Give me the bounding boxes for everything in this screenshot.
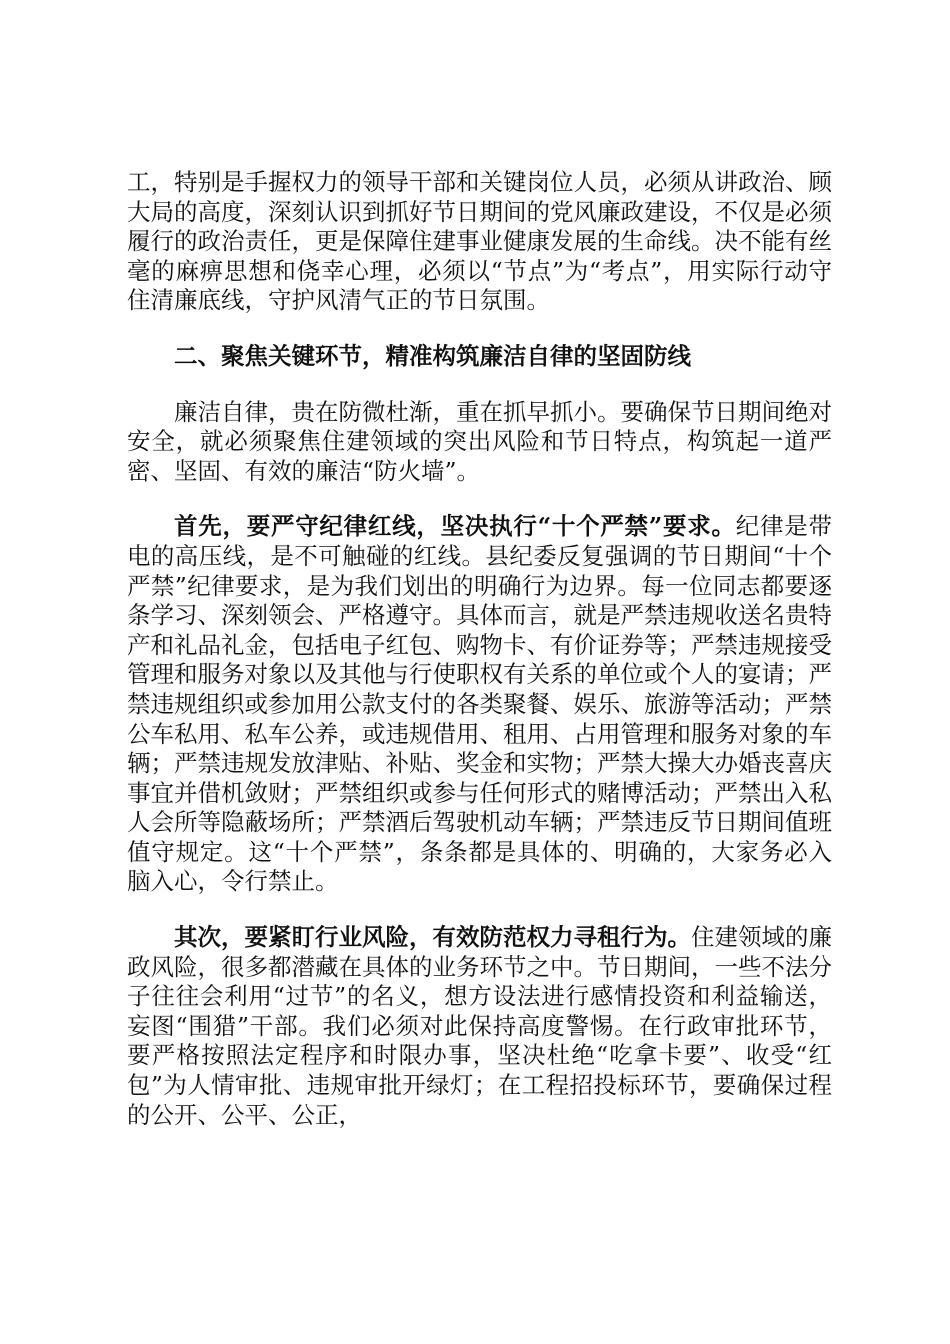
document-body <box>127 168 832 1156</box>
point-one-body: 纪律是带电的高压线，是不可触碰的红线。县纪委反复强调的节日期间“十个严禁”纪律要求，是为我们划出的明确行为边界。每一位同志都要逐条学习、深刻领会、严格遵守。具体而言，就是严禁违规收送名贵特产和礼品礼金，包括电子红包、购物卡、有价证券等；严禁违规接受管理和服务对象以及其他与行使职权有关系的单位或个人的宴请；严禁违规组织或参加用公款支付的各类聚餐、娱乐、旅游等活动；严禁公车私用、私车公养，或违规借用、租用、占用管理和服务对象的车辆；严禁违规发放津贴、补贴、奖金和实物；严禁大操大办婚丧喜庆事宜并借机敛财；严禁组织或参与任何形式的赌博活动；严禁出入私人会所等隐蔽场所；严禁酒后驾驶机动车辆；严禁违反节日期间值班值守规定。这“十个严禁”，条条都是具体的、明确的，大家务必入脑入心，令行禁止。 <box>127 512 832 896</box>
point-two-paragraph <box>127 923 832 1130</box>
continued-paragraph: 工，特别是手握权力的领导干部和关键岗位人员，必须从讲政治、顾大局的高度，深刻认识到抓好节日期间的党风廉政建设，不仅是必须履行的政治责任，更是保障住建事业健康发展的生命线。决不能有丝毫的麻痹思想和侥幸心理，必须以“节点”为“考点”，用实际行动守住清廉底线，守护风清气正的节日氛围。 <box>127 168 832 315</box>
section-heading: 二、聚焦关键环节，精准构筑廉洁自律的坚固防线 <box>174 341 691 370</box>
point-one-paragraph <box>127 512 832 897</box>
point-two-lead: 其次，要紧盯行业风险，有效防范权力寻租行为。 <box>174 923 691 952</box>
point-one-lead: 首先，要严守纪律红线，坚决执行“十个严禁”要求。 <box>174 512 736 541</box>
intro-paragraph: 廉洁自律，贵在防微杜渐，重在抓早抓小。要确保节日期间绝对安全，就必须聚焦住建领域的突出风险和节日特点，构筑起一道严密、坚固、有效的廉洁“防火墙”。 <box>127 397 832 485</box>
point-two-body: 住建领域的廉政风险，很多都潜藏在具体的业务环节之中。节日期间，一些不法分子往往会利用“过节”的名义，想方设法进行感情投资和利益输送，妄图“围猎”干部。我们必须对此保持高度警惕。在行政审批环节，要严格按照法定程序和时限办事，坚决杜绝“吃拿卡要”、收受“红包”为人情审批、违规审批开绿灯；在工程招投标环节，要确保过程的公开、公平、公正， <box>127 923 832 1129</box>
